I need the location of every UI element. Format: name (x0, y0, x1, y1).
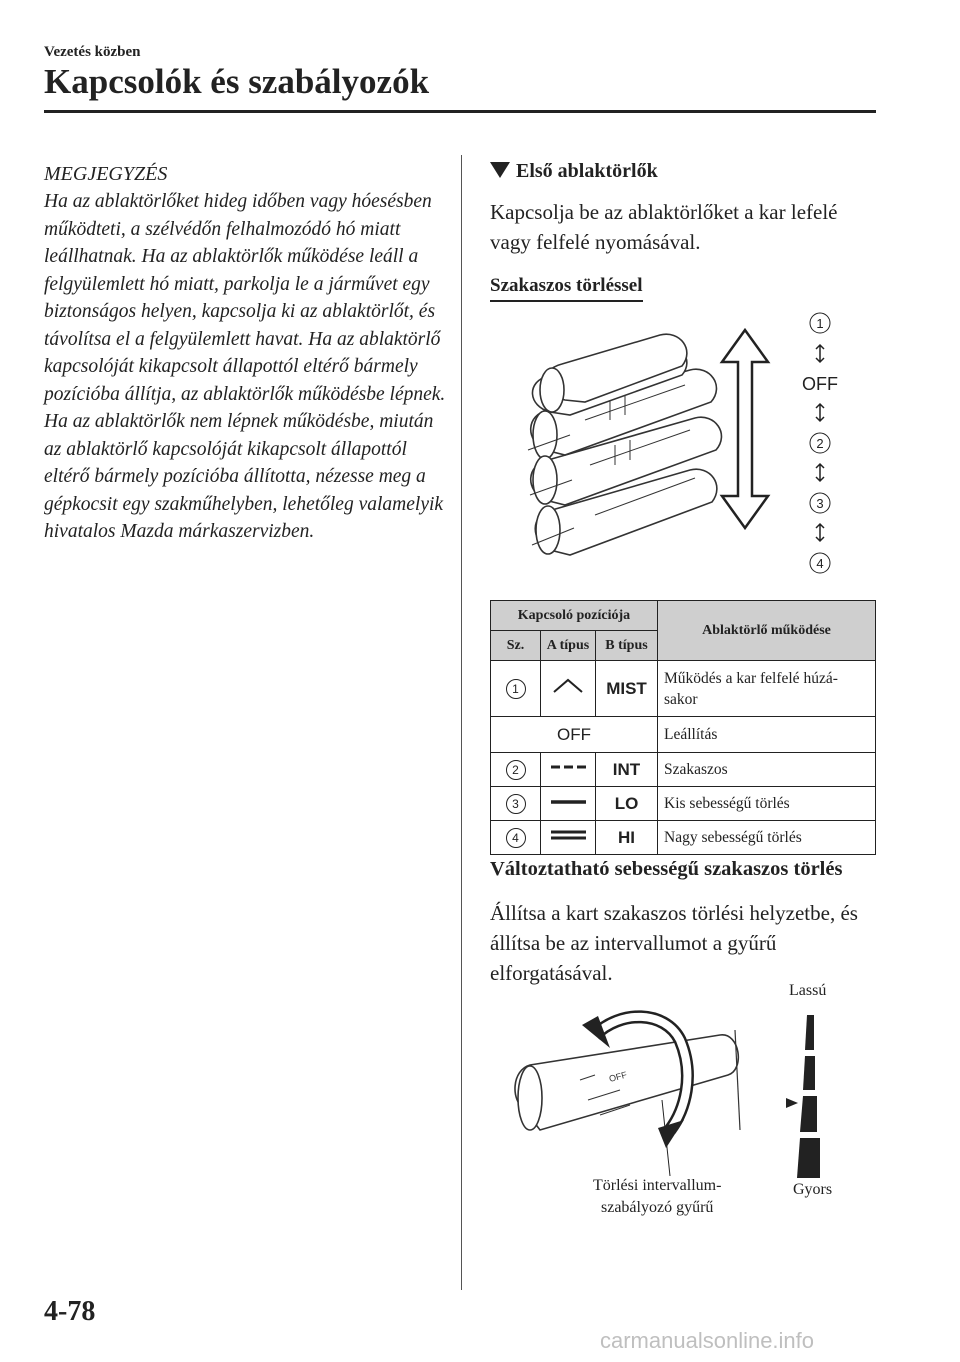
variable-body: Állítsa a kart szakaszos törlési helyzetbe, és állítsa be az intervallumot a gyűrű elforgatásával. (490, 901, 858, 985)
section-label: Vezetés közben (44, 44, 141, 60)
position-labels (802, 313, 838, 573)
diagram-label-3: 3 (816, 496, 824, 511)
table-row (491, 753, 876, 787)
diagram-label-2: 2 (816, 436, 824, 451)
row-number: 1 (506, 679, 526, 699)
variable-heading: Változtatható sebességű szakaszos törlés (490, 858, 843, 880)
type-b-label: HI (618, 827, 635, 847)
note-block (44, 160, 449, 546)
front-wipers-heading (490, 160, 882, 183)
slow-label: Lassú (789, 982, 827, 999)
front-wipers-heading-text: Első ablaktörlők (516, 160, 658, 182)
diagram-label-4: 4 (816, 556, 824, 571)
page-title: Kapcsolók és szabályozók (44, 62, 430, 101)
ring-caption-line1: Törlési intervallum- (593, 1177, 722, 1194)
low-bar-icon (548, 795, 588, 807)
page-number: 4-78 (44, 1296, 96, 1327)
ring-caption (593, 1175, 721, 1219)
operation-text: Leállítás (658, 717, 876, 753)
header-operation: Ablaktörlő működése (658, 601, 876, 661)
column-divider (461, 155, 462, 1290)
operation-text: Nagy sebességű törlés (658, 821, 876, 855)
header-b: B típus (596, 631, 658, 661)
intermittent-heading: Szakaszos törléssel (490, 275, 643, 302)
off-label: OFF (491, 717, 658, 753)
header-a: A típus (541, 631, 596, 661)
triangle-bullet-icon (490, 162, 510, 178)
header-no: Sz. (491, 631, 541, 661)
table-row (491, 821, 876, 855)
title-rule (44, 110, 876, 113)
type-b-label: INT (612, 759, 641, 779)
svg-text:OFF: OFF (607, 1069, 628, 1084)
ring-caption-line2: szabályozó gyűrű (601, 1199, 714, 1216)
operation-text: Szakaszos (658, 753, 876, 787)
speed-scale (786, 1015, 820, 1178)
wiper-position-table (490, 600, 876, 855)
high-bars-icon (548, 828, 588, 842)
watermark: carmanualsonline.info (600, 1328, 815, 1353)
note-heading: MEGJEGYZÉS (44, 163, 168, 185)
wiper-lever-illustration (515, 1030, 740, 1130)
operation-text: Kis sebességű törlés (658, 787, 876, 821)
front-wipers-section (490, 160, 882, 302)
row-number: 2 (506, 760, 526, 780)
row-number: 3 (506, 794, 526, 814)
table-row (491, 787, 876, 821)
diagram-label-1: 1 (816, 316, 824, 331)
fast-label: Gyors (793, 1181, 833, 1198)
front-wipers-intro: Kapcsolja be az ablaktörlőket a kar lefelé vagy felfelé nyomásával. (490, 200, 838, 254)
operation-text: Működés a kar felfelé húzá- sakor (658, 661, 876, 717)
note-body: Ha az ablaktörlőket hideg időben vagy hóesésben működteti, a szélvédőn felhalmozódó hó miatt leállhatnak. Ha az ablaktörlők működése leáll a felgyülemlett hó miatt, parkolja le a járművet egy biztonságos helyen, kapcsolja ki az ablaktörlőt, és távolítsa el a felgyülemlett havat. Ha az ablaktörlő kapcsolóját kikapcsolt állapottól eltérő bármely pozícióba állítja, az ablaktörlők működésbe lépnek. Ha az ablaktörlők nem lépnek működésbe, miután az ablaktörlő kapcsolóját kikapcsolt állapottól eltérő bármely pozícióba állította, nézesse meg a gépkocsit egy szakműhelyben, lehetőleg valamelyik hivatalos Mazda márkaszervizben. (44, 191, 446, 542)
header-position: Kapcsoló pozíciója (491, 601, 658, 631)
mist-chevron-icon (548, 676, 588, 696)
wiper-lever-illustration (528, 334, 721, 555)
table-row (491, 661, 876, 717)
diagram-label-off: OFF (802, 374, 838, 394)
intermittent-dashes-icon (548, 761, 588, 773)
type-b-label: MIST (606, 678, 647, 698)
wiper-lever-positions-diagram (490, 300, 870, 590)
type-b-label: LO (614, 793, 639, 813)
range-double-arrow (722, 330, 768, 528)
row-number: 4 (506, 828, 526, 848)
table-row (491, 717, 876, 753)
